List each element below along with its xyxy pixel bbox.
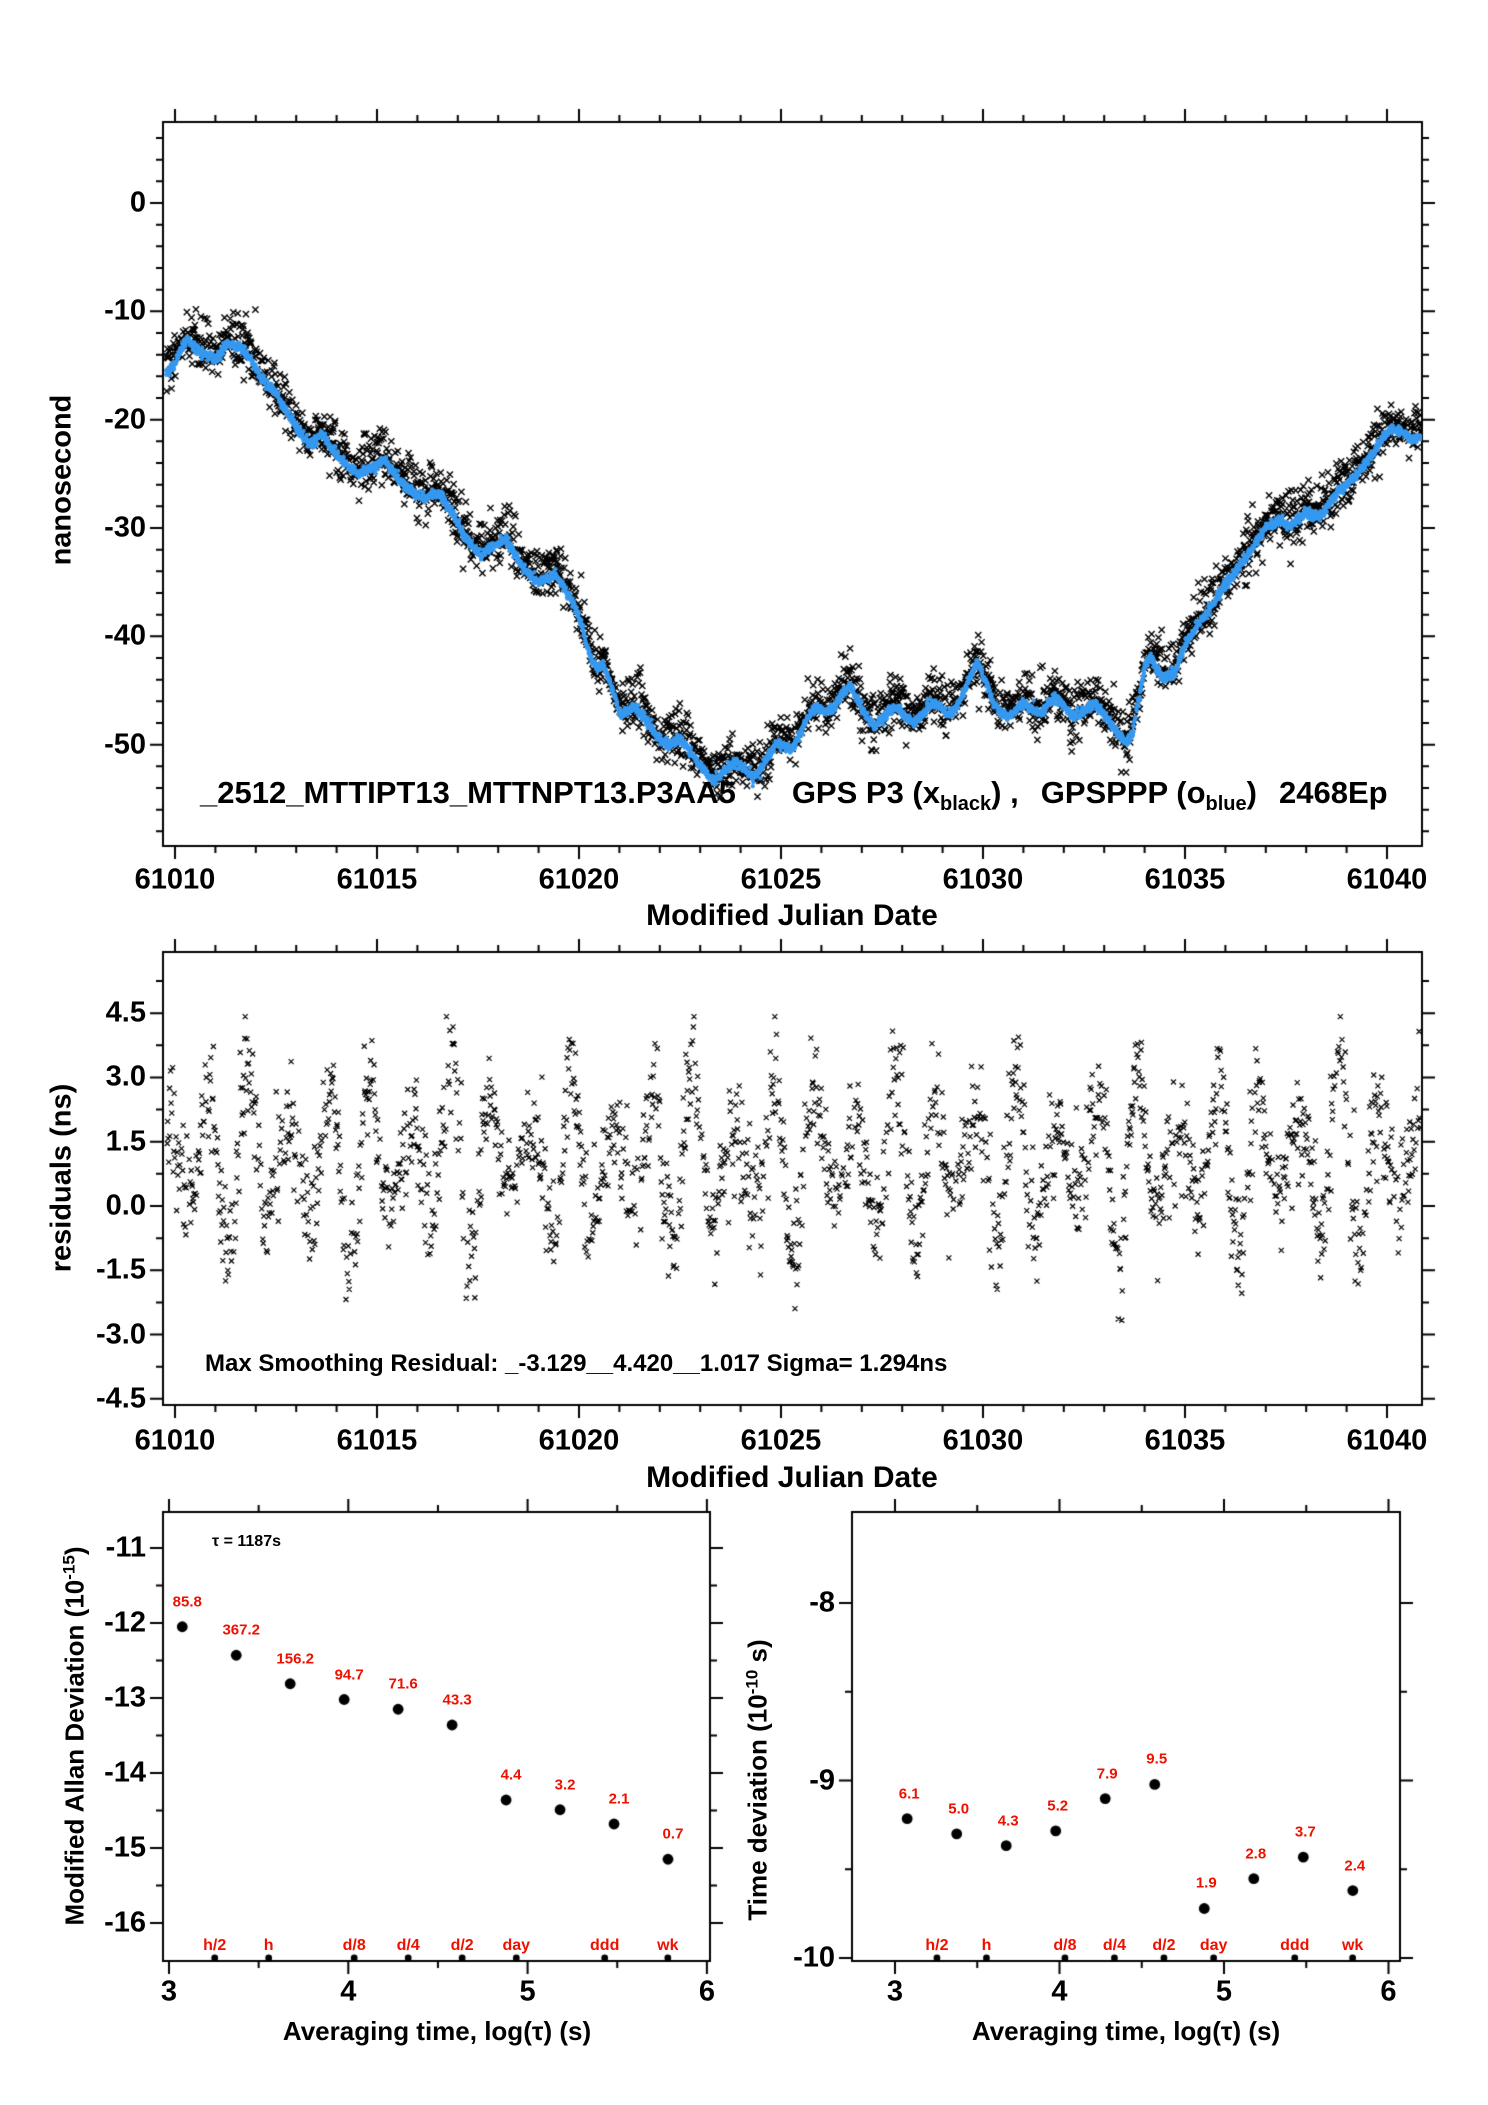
tau-category-label: d/8: [1053, 1937, 1077, 1954]
mdev-value-label: 4.4: [500, 1766, 522, 1784]
tdev-ylabel-prefix: Time deviation (10: [742, 1694, 773, 1921]
tau-category-label: d/8: [342, 1937, 366, 1954]
y-tick-label: 4.5: [105, 996, 146, 1029]
series1-marker-sub: black: [940, 793, 992, 815]
y-tick-label: 1.5: [105, 1125, 146, 1158]
y-tick-label: -1.5: [96, 1253, 146, 1286]
x-tick-label: 61020: [538, 1424, 620, 1457]
tau-category-label: day: [1199, 1937, 1228, 1954]
x-tick-label: 3: [160, 1975, 178, 2008]
x-tick-label: 4: [1051, 1975, 1068, 2008]
tdev-value-label: 5.2: [1047, 1797, 1069, 1815]
y-tick-label: -11: [105, 1531, 146, 1564]
tdev-value-label: 6.1: [898, 1785, 920, 1803]
mdev-value-label: 156.2: [276, 1650, 314, 1668]
tdev-value-label: 5.0: [948, 1800, 970, 1818]
y-tick-label: 0.0: [105, 1189, 146, 1222]
tdev-value-label: 1.9: [1195, 1874, 1217, 1892]
x-tick-label: 61025: [740, 1424, 822, 1457]
top-panel-title: [200, 777, 1388, 814]
tdev-value-label: 2.4: [1344, 1857, 1366, 1875]
tdev-value-label: 7.9: [1096, 1765, 1118, 1783]
tdev-value-label: 9.5: [1146, 1750, 1168, 1768]
baseline-id-label: _2512_MTTIPT13_MTTNPT13.P3AA5: [200, 775, 736, 810]
x-tick-label: 61040: [1346, 863, 1428, 896]
epoch-label: 2468Ep: [1278, 775, 1388, 810]
y-tick-label: -40: [104, 619, 146, 652]
series1-label: GPS P3 (x: [791, 775, 940, 810]
mdev-value-label: 71.6: [388, 1675, 418, 1693]
mdev-value-label: 43.3: [442, 1691, 472, 1709]
y-tick-label: -10: [793, 1941, 835, 1974]
tau-category-label: h: [981, 1937, 992, 1954]
y-tick-label: -8: [809, 1586, 835, 1619]
x-tick-label: 61015: [336, 1424, 418, 1457]
mdev-value-label: 2.1: [608, 1790, 630, 1808]
x-tick-label: 6: [1380, 1975, 1397, 2008]
y-tick-label: -30: [104, 511, 146, 544]
series2-label: GPSPPP (o: [1040, 775, 1206, 810]
mdev-ylabel-suffix: ): [59, 1546, 90, 1556]
series2-suffix: ): [1246, 775, 1257, 810]
series2-marker-sub: blue: [1205, 793, 1247, 815]
mdev-panel-x-axis-title: Averaging time, log(τ) (s): [282, 2016, 592, 2046]
x-tick-label: 4: [340, 1975, 357, 2008]
residuals-panel-y-axis-title: residuals (ns): [45, 1083, 78, 1273]
mdev-value-label: 94.7: [334, 1666, 364, 1683]
x-tick-label: 61010: [134, 863, 216, 896]
x-tick-label: 61030: [942, 863, 1024, 896]
tdev-ylabel-suffix: s): [742, 1639, 773, 1670]
tau-annotation: τ = 1187s: [212, 1533, 281, 1550]
mdev-value-label: 0.7: [662, 1825, 684, 1843]
y-tick-label: -16: [104, 1906, 146, 1939]
tau-category-label: wk: [1341, 1937, 1364, 1954]
y-tick-label: -4.5: [96, 1382, 146, 1415]
x-tick-label: 5: [1215, 1975, 1233, 2008]
y-tick-label: -10: [104, 294, 146, 327]
mdev-ylabel-exponent: -15: [59, 1555, 79, 1580]
tau-category-label: ddd: [1280, 1937, 1310, 1954]
x-tick-label: 61025: [740, 863, 822, 896]
tau-category-label: h/2: [925, 1937, 949, 1954]
tau-category-label: h: [263, 1937, 274, 1954]
y-tick-label: -13: [104, 1681, 146, 1714]
y-tick-label: -3.0: [96, 1318, 146, 1351]
tau-category-label: day: [502, 1937, 531, 1954]
y-tick-label: 0: [129, 186, 146, 219]
tau-category-label: d/4: [396, 1937, 420, 1954]
tau-category-label: d/4: [1102, 1937, 1126, 1954]
tdev-value-label: 2.8: [1245, 1845, 1267, 1863]
mdev-panel-y-axis-title: [61, 1547, 88, 1926]
y-tick-label: -20: [104, 403, 146, 436]
x-tick-label: 61010: [134, 1424, 216, 1457]
tau-category-label: h/2: [203, 1937, 227, 1954]
y-tick-label: 3.0: [105, 1060, 146, 1093]
mdev-ylabel-prefix: Modified Allan Deviation (10: [59, 1579, 90, 1926]
mdev-value-label: 367.2: [222, 1621, 261, 1639]
tdev-panel-x-axis-title: Averaging time, log(τ) (s): [971, 2016, 1281, 2046]
tdev-value-label: 3.7: [1294, 1823, 1316, 1841]
tau-category-label: d/2: [450, 1937, 474, 1954]
x-tick-label: 61040: [1346, 1424, 1428, 1457]
top-panel-y-axis-title: nanosecond: [45, 394, 78, 566]
tau-category-label: ddd: [590, 1937, 620, 1954]
y-tick-label: -12: [104, 1606, 146, 1639]
max-smoothing-residual-annotation: Max Smoothing Residual: _-3.129__4.420__1.017 Sigma= 1.294ns: [205, 1350, 948, 1377]
tdev-ylabel-exponent: -10: [742, 1669, 762, 1695]
y-tick-label: -50: [104, 728, 146, 761]
mdev-value-label: 85.8: [172, 1593, 202, 1611]
tau-category-label: d/2: [1152, 1937, 1176, 1954]
x-tick-label: 6: [698, 1975, 715, 2008]
tau-category-label: wk: [657, 1937, 679, 1954]
x-tick-label: 3: [886, 1975, 904, 2008]
series1-suffix: ) ,: [991, 775, 1019, 810]
x-tick-label: 61035: [1144, 1424, 1226, 1457]
mdev-value-label: 3.2: [554, 1776, 576, 1794]
x-tick-label: 61035: [1144, 863, 1226, 896]
top-panel-x-axis-title: Modified Julian Date: [646, 899, 938, 932]
tdev-value-label: 4.3: [997, 1812, 1019, 1830]
x-tick-label: 61020: [538, 863, 620, 896]
y-tick-label: -9: [809, 1764, 835, 1796]
residuals-panel-x-axis-title: Modified Julian Date: [646, 1461, 938, 1494]
x-tick-label: 61015: [336, 863, 418, 896]
y-tick-label: -15: [104, 1831, 146, 1864]
tdev-panel-y-axis-title: [744, 1639, 771, 1920]
x-tick-label: 5: [519, 1975, 536, 2008]
x-tick-label: 61030: [942, 1424, 1024, 1457]
y-tick-label: -14: [104, 1756, 146, 1789]
